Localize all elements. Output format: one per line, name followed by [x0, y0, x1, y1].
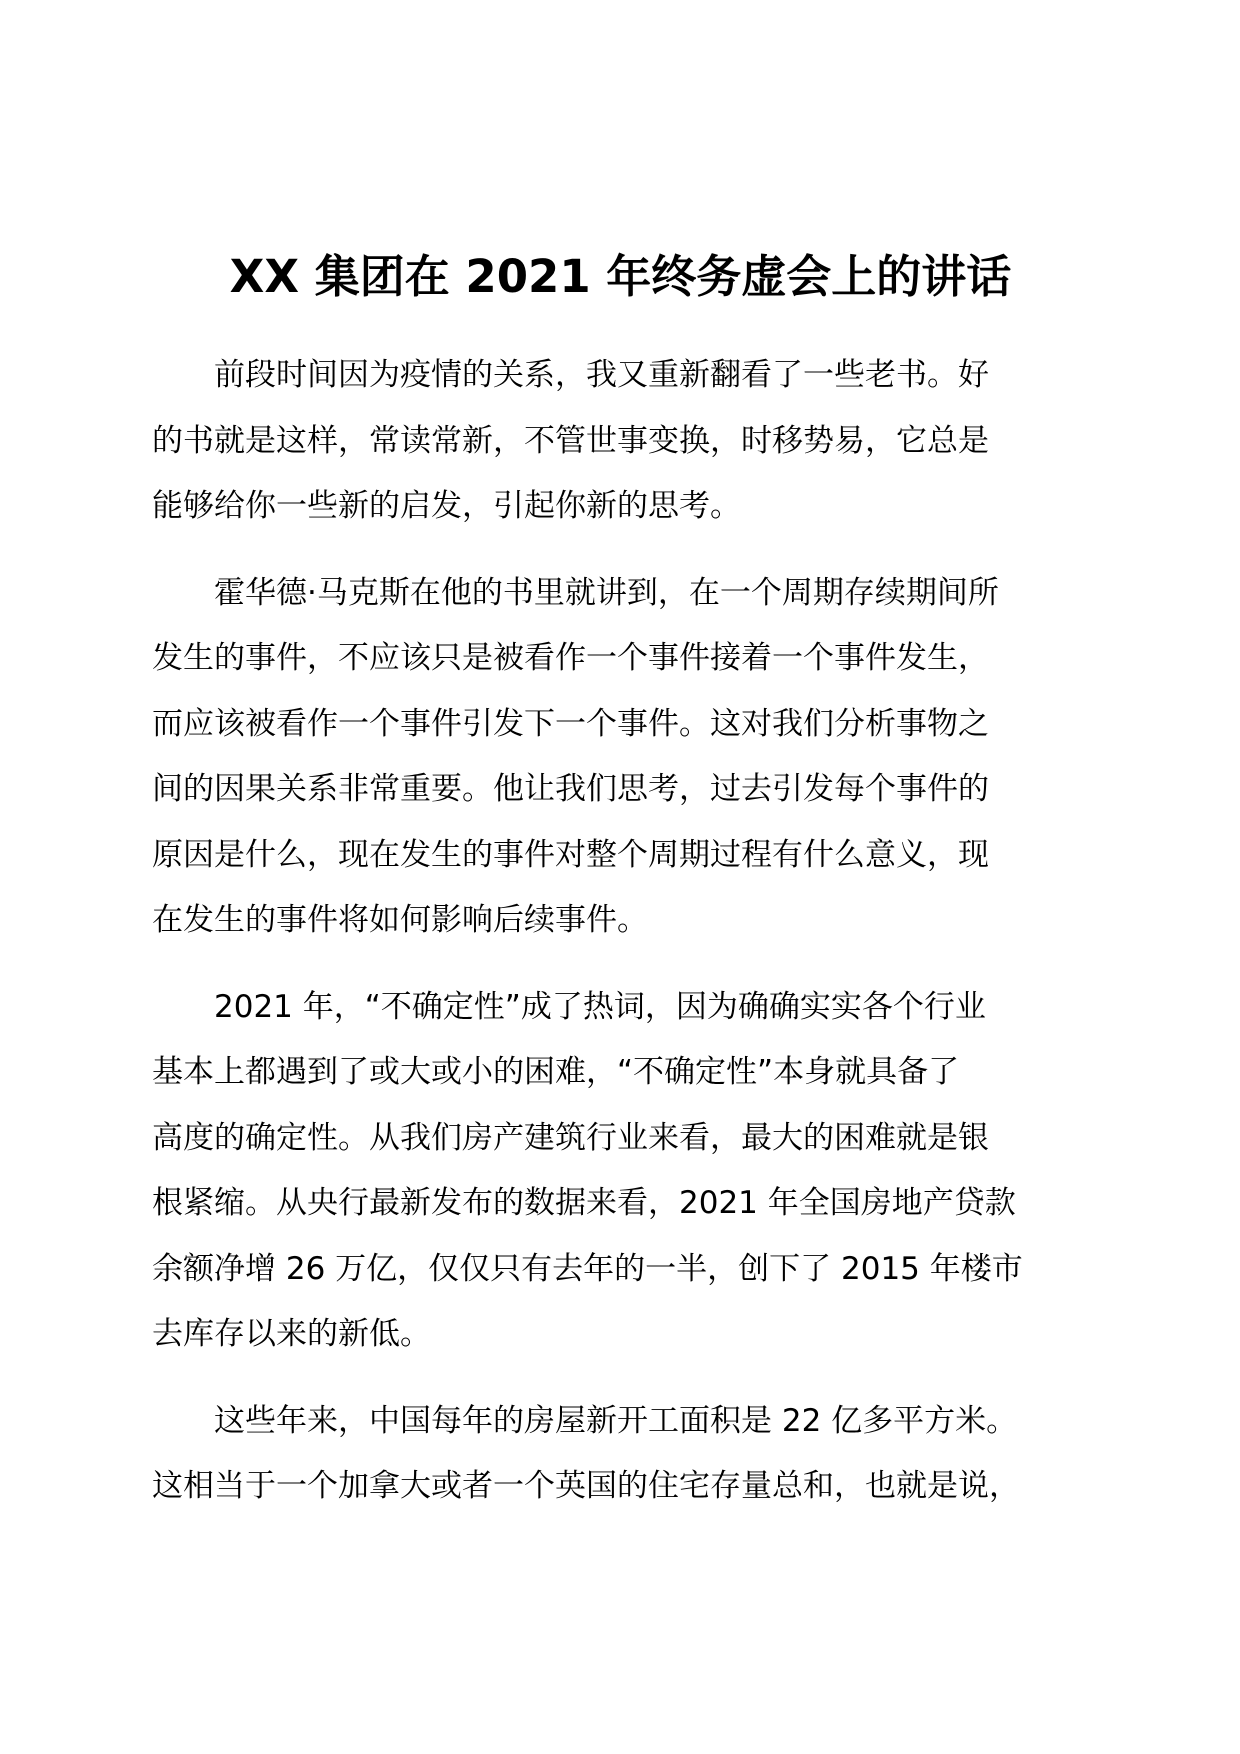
- paragraph-line: 霍华德·马克斯在他的书里就讲到，在一个周期存续期间所: [214, 574, 999, 611]
- paragraph-line: 去库存以来的新低。: [152, 1316, 431, 1352]
- paragraph-line: 前段时间因为疫情的关系，我又重新翻看了一些老书。好: [214, 357, 989, 393]
- paragraph-2: [152, 561, 1089, 954]
- paragraph-line: 而应该被看作一个事件引发下一个事件。这对我们分析事物之: [152, 705, 989, 742]
- paragraph-3: [152, 975, 1089, 1368]
- paragraph-4: [152, 1389, 1089, 1520]
- paragraph-line: 原因是什么，现在发生的事件对整个周期过程有什么意义，现: [152, 836, 989, 873]
- paragraph-1: [152, 343, 1089, 540]
- paragraph-line: 能够给你一些新的启发，引起你新的思考。: [152, 488, 741, 524]
- paragraph-line: 余额净增 26 万亿，仅仅只有去年的一半，创下了 2015 年楼市: [152, 1250, 1023, 1287]
- paragraph-line: 这些年来，中国每年的房屋新开工面积是 22 亿多平方米。: [214, 1402, 1018, 1439]
- paragraph-line: 间的因果关系非常重要。他让我们思考，过去引发每个事件的: [152, 771, 989, 807]
- paragraph-line: 在发生的事件将如何影响后续事件。: [152, 902, 648, 938]
- paragraph-line: 2021 年，“不确定性”成了热词，因为确确实实各个行业: [214, 988, 986, 1025]
- paragraph-line: 高度的确定性。从我们房产建筑行业来看，最大的困难就是银: [152, 1119, 989, 1156]
- paragraph-line: 根紧缩。从央行最新发布的数据来看，2021 年全国房地产贷款: [152, 1185, 1016, 1221]
- document-title: XX 集团在 2021 年终务虚会上的讲话: [229, 250, 1012, 303]
- paragraph-line: 这相当于一个加拿大或者一个英国的住宅存量总和，也就是说，: [152, 1468, 1020, 1504]
- document-body: [152, 343, 1089, 1541]
- paragraph-line: 基本上都遇到了或大或小的困难，“不确定性”本身就具备了: [152, 1054, 960, 1090]
- paragraph-line: 的书就是这样，常读常新，不管世事变换，时移势易，它总是: [152, 422, 989, 459]
- paragraph-line: 发生的事件，不应该只是被看作一个事件接着一个事件发生，: [152, 640, 989, 676]
